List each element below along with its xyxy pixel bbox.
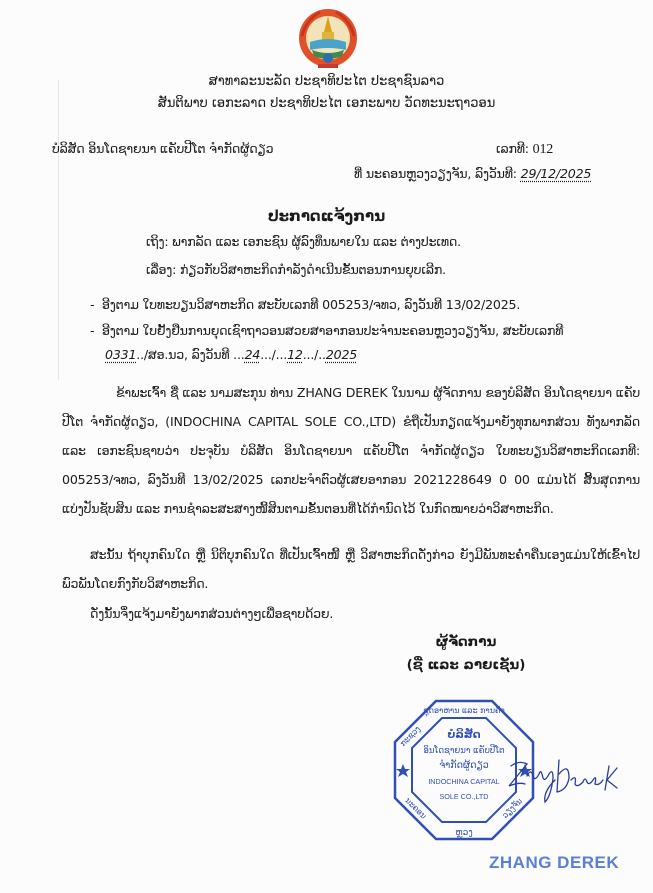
subject-line: ເລື່ອງ: ກ່ຽວກັບວິສາຫະກິດກຳລັງດຳເນີນຂັ້ນຕອນການຍຸບເລີກ.	[146, 262, 446, 277]
document-title: ປະກາດແຈ້ງການ	[267, 207, 386, 225]
signer-role: ຜູ້ຈັດການ	[435, 634, 497, 650]
republic-motto: ສັນຕິພາບ ເອກະລາດ ປະຊາທິປະໄຕ ເອກະພາບ ວັດທະນະຖາວອນ	[157, 96, 496, 111]
number-value: 012	[532, 142, 554, 157]
permit-year: 2025	[325, 347, 358, 362]
printed-signer-name: ZHANG DEREK	[489, 853, 620, 872]
document-number	[496, 141, 553, 158]
reference-text: ອີງຕາມ ໃບຢັ້ງຢືນການຍຸດເຊົາຖາວອນສວຍສາອາກອນປະຈຳນະຄອນຫຼວງວຽງຈັນ, ສະບັບເລກທີ	[101, 323, 564, 338]
republic-title: ສາທາລະນະລັດ ປະຊາທິປະໄຕ ປະຊາຊົນລາວ	[208, 74, 445, 89]
addressee-to: ເຖິງ: ພາກລັດ ແລະ ເອກະຊົນ ຜູ້ລົງທຶນພາຍໃນ ແລະ ຕ່າງປະເທດ.	[146, 234, 461, 249]
body-paragraph-1	[62, 378, 640, 523]
margin-line	[58, 80, 59, 380]
permit-month: 12	[287, 347, 303, 362]
permit-day: 24	[244, 347, 261, 362]
stamp-inner-lao-3: ຈຳກັດຜູ້ດຽວ	[439, 760, 489, 771]
lao-national-emblem-icon	[296, 6, 360, 70]
star-icon	[396, 764, 410, 777]
handwritten-signature	[505, 752, 625, 807]
bullet: -	[90, 323, 95, 338]
place-and-date	[354, 166, 591, 181]
body-paragraph-2	[62, 540, 640, 598]
stamp-inner-lao-1: ບໍລິສັດ	[447, 728, 481, 741]
permit-suffix: ../ສອ.ນວ, ລົງວັນທີ ...	[136, 347, 245, 362]
paragraph-text: ສະນັ້ນ ຖ້າບຸກຄົນໃດ ຫຼື ນິຕິບຸກຄົນໃດ ທີ່ເປັນເຈົ້າໜີ້ ຫຼື ວິສາຫະກິດດັ່ງກ່າວ ຍັງມີພັນທະຄ່ຳຄືນເອງແມ່ນໃຫ້ເຂົ້າໄປພົວພັນໂດຍກົງກັບວິສາຫະກິດ.	[62, 547, 640, 591]
stamp-outer-bottom: ຫຼວງ	[455, 828, 473, 838]
stamp-outer-bottom-right: ວຽງຈັນ	[500, 796, 525, 821]
number-label: ເລກທີ:	[496, 141, 529, 156]
signer-note: (ຊື່ ແລະ ລາຍເຊັນ)	[406, 657, 526, 673]
stamp-inner-en-1: INDOCHINA CAPITAL	[428, 777, 500, 786]
stamp-inner-en-2: SOLE CO.,LTD	[439, 792, 489, 801]
bullet: -	[90, 297, 95, 312]
place-date-label: ທີ່ ນະຄອນຫຼວງວຽງຈັນ, ລົງວັນທີ:	[354, 166, 517, 181]
stamp-outer-top: ຊຸດອາຫານ ແລະ ການຄ້າ	[423, 706, 505, 715]
paragraph-text: ຂ້າພະເຈົ້າ ຊື່ ແລະ ນາມສະກຸນ ທ່ານ ZHANG DEREK ໃນນາມ ຜູ້ຈັດການ ຂອງບໍລິສັດ ອິນໂດຊາຍນາ ແຄັບປີໂຕ ຈຳກັດຜູ້ດຽວ, (INDOCHINA CAPITAL SOLE CO.,LTD) ຂໍຖືເປັນກຽດແຈ້ງມາຍັງທຸກພາກສ່ວນ ທັງພາກລັດ ແລະ ເອກະຊົນຊາບວ່າ ປະຈຸບັນ ບໍລິສັດ ອິນໂດຊາຍນາ ແຄັບປີໂຕ ຈຳກັດຜູ້ດຽວ ໃບທະບຽນວິສາຫະກິດເລກທີ: 005253/ຈທວ, ລົງວັນທີ 13/02/2025 ເລກປະຈຳຕົວຜູ້ເສຍອາກອນ 2021228649 0 00 ແມ່ນໄດ້ ສິ້ນສຸດການແບ່ງປັນຊັບສິນ ແລະ ການຊຳລະສະສາງໜີ້ສິນຕາມຂັ້ນຕອນທີ່ໄດ້ກຳນົດໄວ້ ໃນກົດໝາຍວ່າວິສາຫະກິດ.	[62, 385, 640, 516]
stamp-outer-bottom-left: ນະຄອນ	[403, 795, 429, 821]
stamp-inner-lao-2: ອິນໂດຊາຍນາ ແຄັບປີໂຕ	[423, 746, 505, 756]
company-name: ບໍລິສັດ ອິນໂດຊາຍນາ ແຄັບປີໂຕ ຈຳກັດຜູ້ດຽວ	[52, 141, 274, 156]
permit-number: 0331	[105, 347, 137, 362]
body-paragraph-3	[62, 599, 640, 628]
stamp-outer-left: ກະຊວງ	[398, 724, 423, 749]
reference-item	[90, 323, 563, 338]
reference-continuation: 0331../ສອ.ນວ, ລົງວັນທີ ...24.../...12.../..2025	[105, 347, 358, 362]
date-value: 29/12/2025	[520, 166, 592, 181]
reference-text: ອີງຕາມ ໃບທະບຽນວິສາຫະກິດ ສະບັບເລກທີ 005253/ຈທວ, ລົງວັນທີ 13/02/2025.	[101, 297, 521, 312]
reference-item	[90, 297, 520, 312]
paragraph-text: ດັ່ງນັ້ນຈຶ່ງແຈ້ງມາຍັງພາກສ່ວນຕ່າງໆເພື່ອຊາບດ້ວຍ.	[90, 606, 334, 621]
